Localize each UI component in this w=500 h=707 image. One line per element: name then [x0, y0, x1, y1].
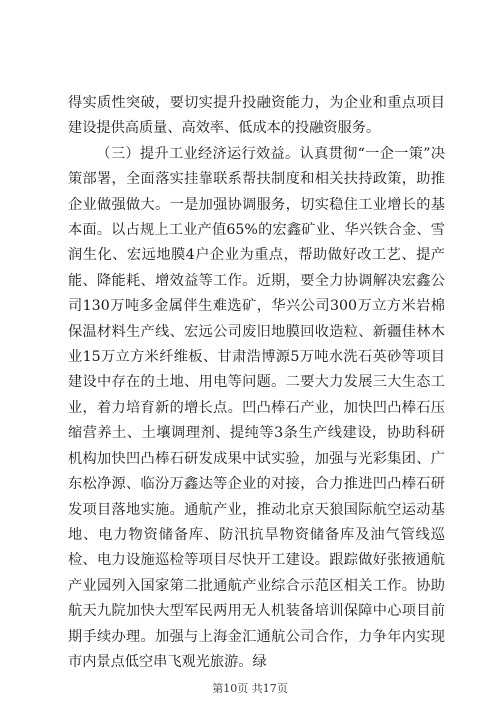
paragraph-industrial-efficiency: （三）提升工业经济运行效益。认真贯彻“一企一策”决策部署，全面落实挂靠联系帮扶制度和相关扶持政策，助推企业做强做大。一是加强协调服务，切实稳住工业增长的基本面。以占规上工业产值65%的宏鑫矿业、华兴铁合金、雪润生化、宏远地膜4户企业为重点，帮助做好改工艺、提产能、降能耗、增效益等工作。近期，要全力协调解决宏鑫公司130万吨多金属伴生难选矿，华兴公司300万立方米岩棉保温材料生产线、宏远公司废旧地膜回收造粒、新疆佳林木业15万立方米纤维板、甘肃浩博源5万吨水洗石英砂等项目建设中存在的土地、用电等问题。二要大力发展三大生态工业，着力培育新的增长点。凹凸棒石产业，加快凹凸棒石压缩营养土、土壤调理剂、提纯等3条生产线建设，协助科研机构加快凹凸棒石研发成果中试实验，加强与光彩集团、广东松净源、临汾万鑫达等企业的对接，合力推进凹凸棒石研发项目落地实施。通航产业，推动北京天狼国际航空运动基地、电力物资储备库、防汛抗旱物资储备库及油气管线巡检、电力设施巡检等项目尽快开工建设。跟踪做好张掖通航产业园列入国家第二批通航产业综合示范区相关工作。协助航天九院加快大型军民两用无人机装备培训保障中心项目前期手续办理。加强与上海金汇通航公司合作，力争年内实现市内景点低空串飞观光旅游。绿 [68, 145, 445, 670]
document-body [68, 91, 445, 675]
page-number-footer: 第10页 共17页 [212, 682, 288, 695]
paragraph-continuation: 得实质性突破，要切实提升投融资能力，为企业和重点项目建设提供高质量、高效率、低成本的投融资服务。 [68, 95, 445, 137]
